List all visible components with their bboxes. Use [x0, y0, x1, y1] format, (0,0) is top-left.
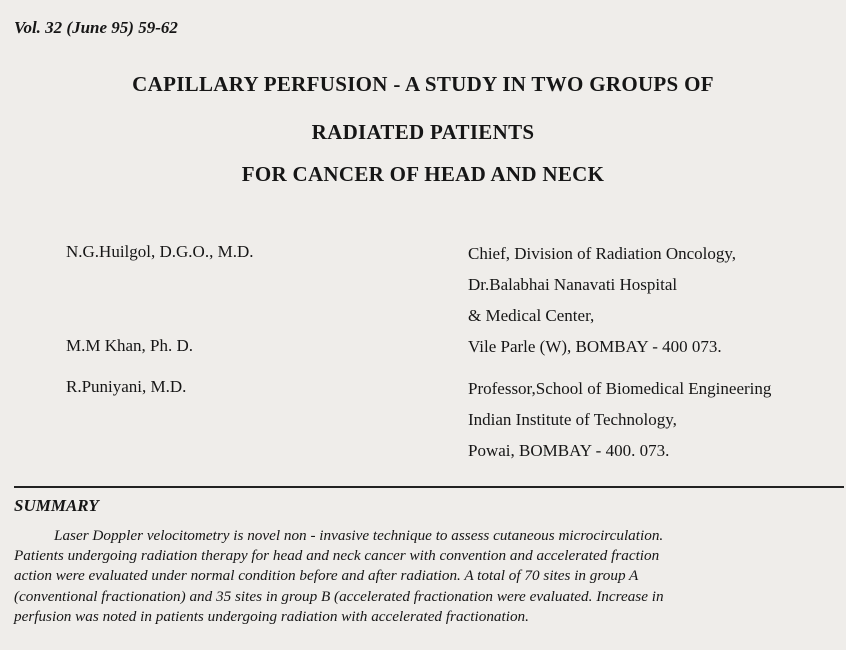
affiliation-line: Indian Institute of Technology, — [468, 410, 677, 429]
summary-line: perfusion was noted in patients undergoing radiation with accelerated fractionation. — [14, 607, 529, 625]
title-line-3: FOR CANCER OF HEAD AND NECK — [241, 162, 605, 186]
title-line-2: RADIATED PATIENTS — [311, 120, 535, 144]
affiliation-line: Powai, BOMBAY - 400. 073. — [468, 441, 670, 460]
title-line-1: CAPILLARY PERFUSION - A STUDY IN TWO GROUPS OF — [132, 72, 714, 96]
affiliation-line: Chief, Division of Radiation Oncology, — [468, 244, 737, 263]
author-name: R.Puniyani, M.D. — [66, 377, 187, 396]
affiliation-institute — [468, 373, 771, 466]
summary-line: (conventional fractionation) and 35 sites in group B (accelerated fractionation were evaluated. Increase in — [14, 587, 664, 605]
summary-line: action were evaluated under normal condition before and after radiation. A total of 70 sites in group A — [14, 567, 639, 585]
summary-body — [14, 526, 846, 627]
summary-heading: SUMMARY — [14, 496, 99, 515]
journal-citation: Vol. 32 (June 95) 59-62 — [14, 18, 178, 37]
affiliation-line: & Medical Center, — [468, 306, 595, 325]
affiliation-hospital — [468, 238, 736, 362]
author-name: N.G.Huilgol, D.G.O., M.D. — [66, 242, 254, 261]
author-name: M.M Khan, Ph. D. — [66, 336, 194, 355]
affiliation-line: Professor,School of Biomedical Engineering — [468, 379, 772, 398]
affiliation-line: Dr.Balabhai Nanavati Hospital — [468, 275, 678, 294]
summary-line: Patients undergoing radiation therapy for head and neck cancer with convention and accelerated fraction — [14, 547, 660, 565]
affiliation-line: Vile Parle (W), BOMBAY - 400 073. — [468, 337, 722, 356]
section-divider — [14, 486, 844, 488]
summary-line: Laser Doppler velocitometry is novel non - invasive technique to assess cutaneous microcirculation. — [54, 527, 664, 544]
